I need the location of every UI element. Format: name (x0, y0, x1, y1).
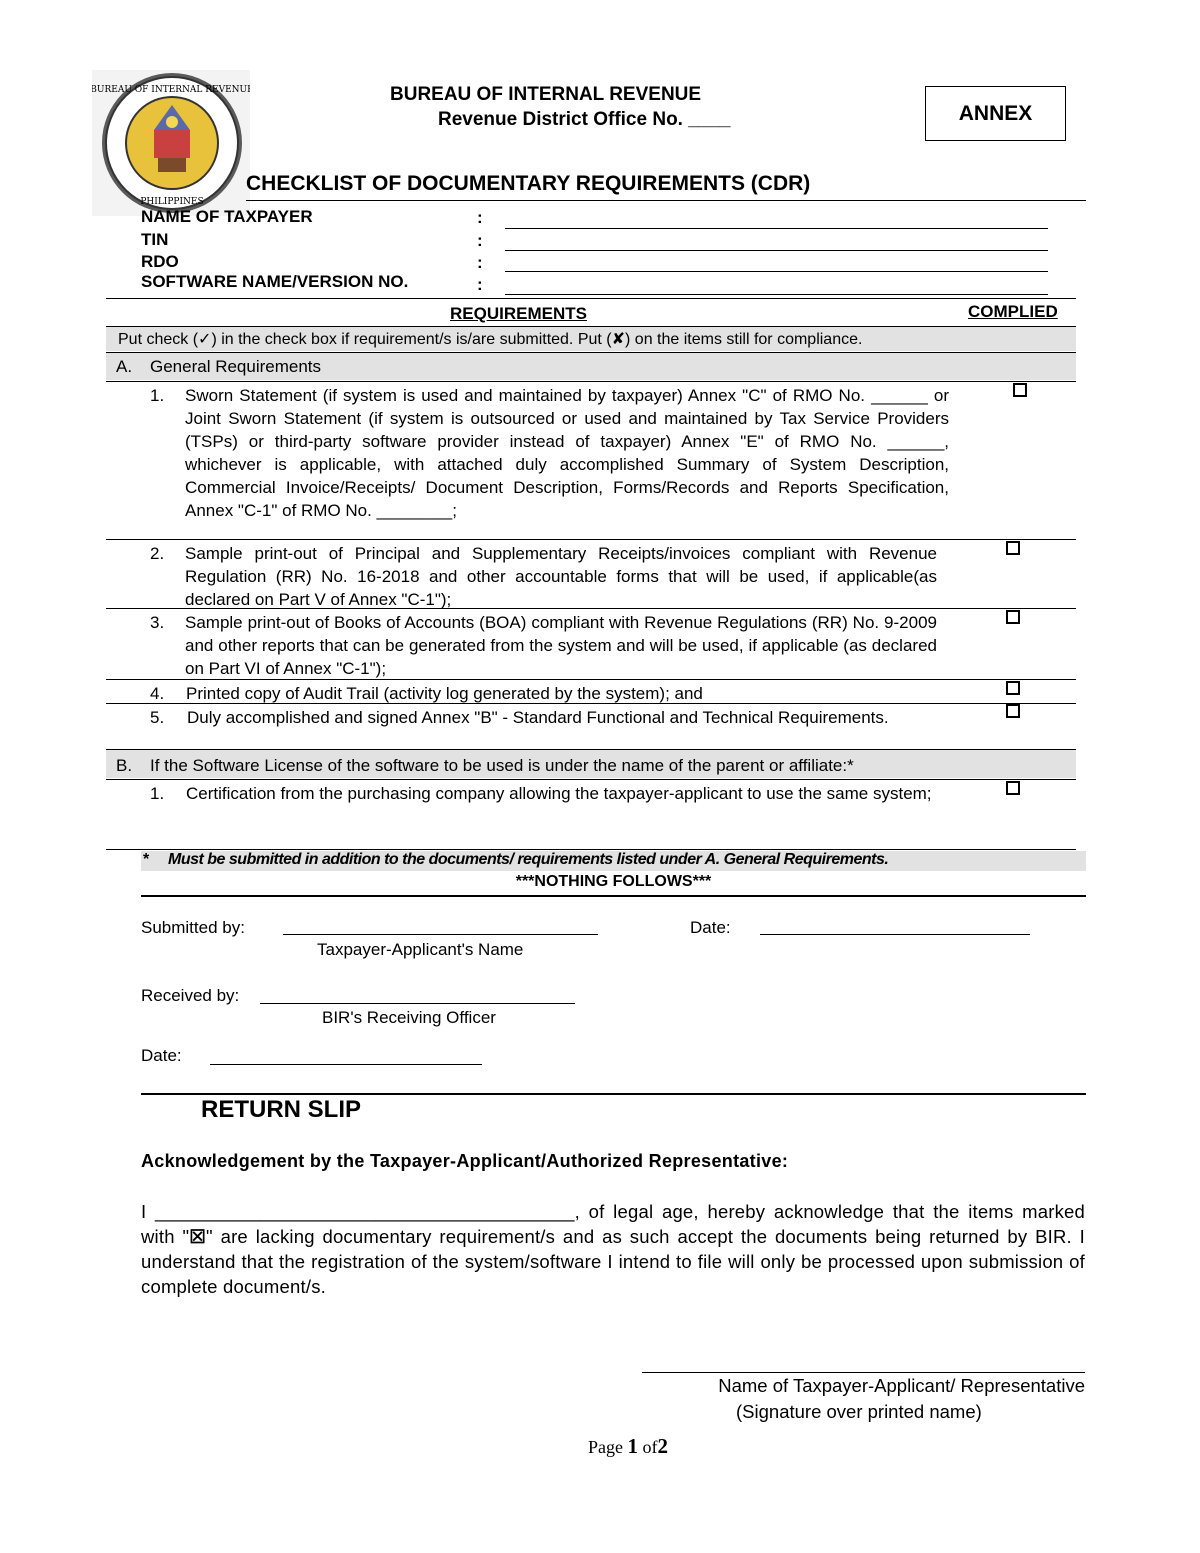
rule (106, 539, 1076, 540)
date-label: Date: (690, 918, 731, 937)
page-total: 2 (657, 1434, 668, 1458)
rule (106, 779, 1076, 780)
instruction-text: Put check (✓) in the check box if requirement/s is/are submitted. Put (✘) on the items still for compliance. (118, 331, 863, 348)
org-name: BUREAU OF INTERNAL REVENUE (390, 84, 702, 105)
signature-name-caption: Name of Taxpayer-Applicant/ Representative (718, 1375, 1085, 1396)
requirement-item: Sample print-out of Principal and Supplementary Receipts/invoices compliant with Revenue Regulation (RR) No. 16-2018 and other accountable forms that will be used, if applicable(as declared on Part V of Annex "C-1"); (185, 544, 937, 609)
rule (106, 679, 1076, 680)
signature-note: (Signature over printed name) (736, 1401, 982, 1422)
representative-signature-input[interactable] (642, 1372, 1085, 1373)
annex-box (925, 86, 1066, 141)
checked-box-icon: ☒ (189, 1226, 207, 1247)
software-input[interactable] (505, 294, 1048, 295)
rule (106, 703, 1076, 704)
field-label-rdo: RDO (141, 252, 179, 271)
annex-label: ANNEX (958, 101, 1033, 125)
taxpayer-name-caption: Taxpayer-Applicant's Name (317, 940, 524, 959)
submitted-by-label: Submitted by: (141, 918, 245, 937)
requirement-item: Printed copy of Audit Trail (activity log generated by the system); and (186, 684, 703, 703)
page-title: CHECKLIST OF DOCUMENTARY REQUIREMENTS (CDR) (246, 172, 811, 195)
item-number: 5. (150, 708, 165, 727)
complied-checkbox[interactable] (1006, 541, 1020, 555)
ack-text-part-2: " are lacking documentary requirement/s and as such accept the documents being returned by BIR. I understand that the registration of the system/software I intend to file will only be processed upon submission of complete document/s. (141, 1226, 1085, 1297)
item-number: 3. (150, 613, 165, 632)
complied-checkbox[interactable] (1006, 704, 1020, 718)
return-slip-title: RETURN SLIP (200, 1096, 361, 1123)
field-sep: : (477, 275, 483, 294)
bir-seal (92, 70, 250, 216)
tin-input[interactable] (505, 250, 1048, 251)
field-label-taxpayer: NAME OF TAXPAYER (141, 207, 313, 226)
requirement-item: Sworn Statement (if system is used and maintained by taxpayer) Annex "C" of RMO No. ______ or Joint Sworn Statement (if system is outsourced or used and maintained by Tax Service Providers (TSPs) or third-party software provider instead of taxpayer) Annex "E" of RMO No. ______, whichever is applicable, with attached duly accomplished Summary of System Description, Commercial Invoice/Receipts/ Document Description, Forms/Records and Reports Specification, Annex "C-1" of RMO No. ________; (185, 386, 949, 520)
item-number: 4. (150, 684, 165, 703)
svg-text:BUREAU OF INTERNAL REVENUE: BUREAU OF INTERNAL REVENUE (92, 85, 250, 95)
received-date-input[interactable] (210, 1064, 482, 1065)
nothing-follows: ***NOTHING FOLLOWS*** (515, 873, 712, 890)
item-number: 1. (150, 784, 165, 803)
rdo-input[interactable] (505, 271, 1048, 272)
rdo-label: Revenue District Office No. ____ (438, 109, 731, 130)
ack-text-part-1: I ________________________________________, of legal age, hereby acknowledge that the items marked with " (141, 1201, 1085, 1247)
rule (106, 326, 1076, 327)
col-requirements: REQUIREMENTS (450, 304, 587, 323)
section-b-title: If the Software License of the software to be used is under the name of the parent or affiliate:* (150, 756, 854, 775)
complied-checkbox[interactable] (1006, 681, 1020, 695)
complied-checkbox[interactable] (1006, 781, 1020, 795)
rule (106, 381, 1076, 382)
section-a-title: General Requirements (150, 357, 322, 376)
page-num: 1 (627, 1434, 638, 1458)
field-sep: : (477, 208, 483, 227)
field-label-tin: TIN (141, 230, 169, 249)
section-b-letter: B. (116, 756, 133, 775)
field-sep: : (477, 231, 483, 250)
rule (106, 849, 1076, 850)
of-word: of (642, 1437, 658, 1457)
rule (141, 895, 1086, 897)
col-complied: COMPLIED (968, 302, 1058, 321)
return-slip-rule (141, 1093, 1086, 1095)
submitted-by-input[interactable] (283, 934, 598, 935)
title-rule (246, 200, 1086, 201)
complied-checkbox[interactable] (1006, 610, 1020, 624)
date-label: Date: (141, 1046, 182, 1065)
field-label-software: SOFTWARE NAME/VERSION NO. (141, 272, 409, 291)
acknowledgement-heading: Acknowledgement by the Taxpayer-Applicant/Authorized Representative: (141, 1151, 789, 1171)
date-input[interactable] (760, 934, 1030, 935)
receiving-officer-caption: BIR's Receiving Officer (322, 1008, 496, 1027)
requirement-item: Sample print-out of Books of Accounts (BOA) compliant with Revenue Regulations (RR) No. 9-2009 and other reports that can be generated from the system and will be used, if applicable (as declared on Part VI of Annex "C-1"); (185, 613, 937, 678)
item-number: 1. (150, 386, 165, 405)
footnote-text: Must be submitted in addition to the documents/ requirements listed under A. General Requirements. (168, 851, 889, 868)
taxpayer-name-input[interactable] (505, 228, 1048, 229)
requirement-item: Certification from the purchasing company allowing the taxpayer-applicant to use the same system; (186, 784, 932, 803)
section-a-letter: A. (116, 357, 133, 376)
svg-text:PHILIPPINES: PHILIPPINES (140, 197, 204, 207)
complied-checkbox[interactable] (1013, 383, 1027, 397)
table-top-rule (106, 298, 1076, 299)
received-by-input[interactable] (260, 1003, 575, 1004)
field-sep: : (477, 253, 483, 272)
footnote-star: * (143, 851, 150, 868)
requirement-item: Duly accomplished and signed Annex "B" - Standard Functional and Technical Requirements. (187, 708, 889, 727)
item-number: 2. (150, 544, 165, 563)
page-word: Page (588, 1437, 623, 1457)
rule (106, 608, 1076, 609)
page-number (588, 1434, 668, 1459)
received-by-label: Received by: (141, 986, 240, 1005)
acknowledgement-paragraph (141, 1199, 1085, 1299)
